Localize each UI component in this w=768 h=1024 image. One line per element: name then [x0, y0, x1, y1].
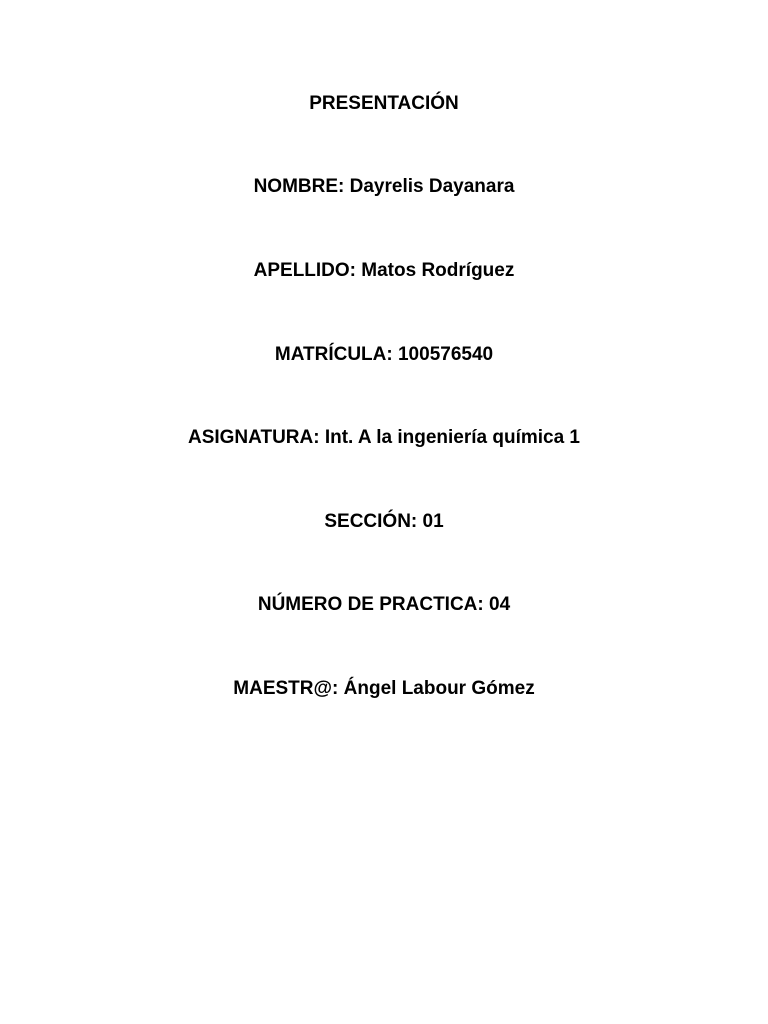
- matricula-line: MATRÍCULA: 100576540: [274, 344, 494, 365]
- apellido-line: APELLIDO: Matos Rodríguez: [253, 260, 515, 281]
- numero-practica-line: NÚMERO DE PRACTICA: 04: [257, 594, 511, 615]
- page-title: PRESENTACIÓN: [309, 93, 459, 114]
- maestro-line: MAESTR@: Ángel Labour Gómez: [233, 678, 535, 699]
- seccion-line: SECCIÓN: 01: [324, 511, 444, 532]
- nombre-line: NOMBRE: Dayrelis Dayanara: [253, 176, 515, 197]
- asignatura-line: ASIGNATURA: Int. A la ingeniería química 1: [187, 427, 580, 448]
